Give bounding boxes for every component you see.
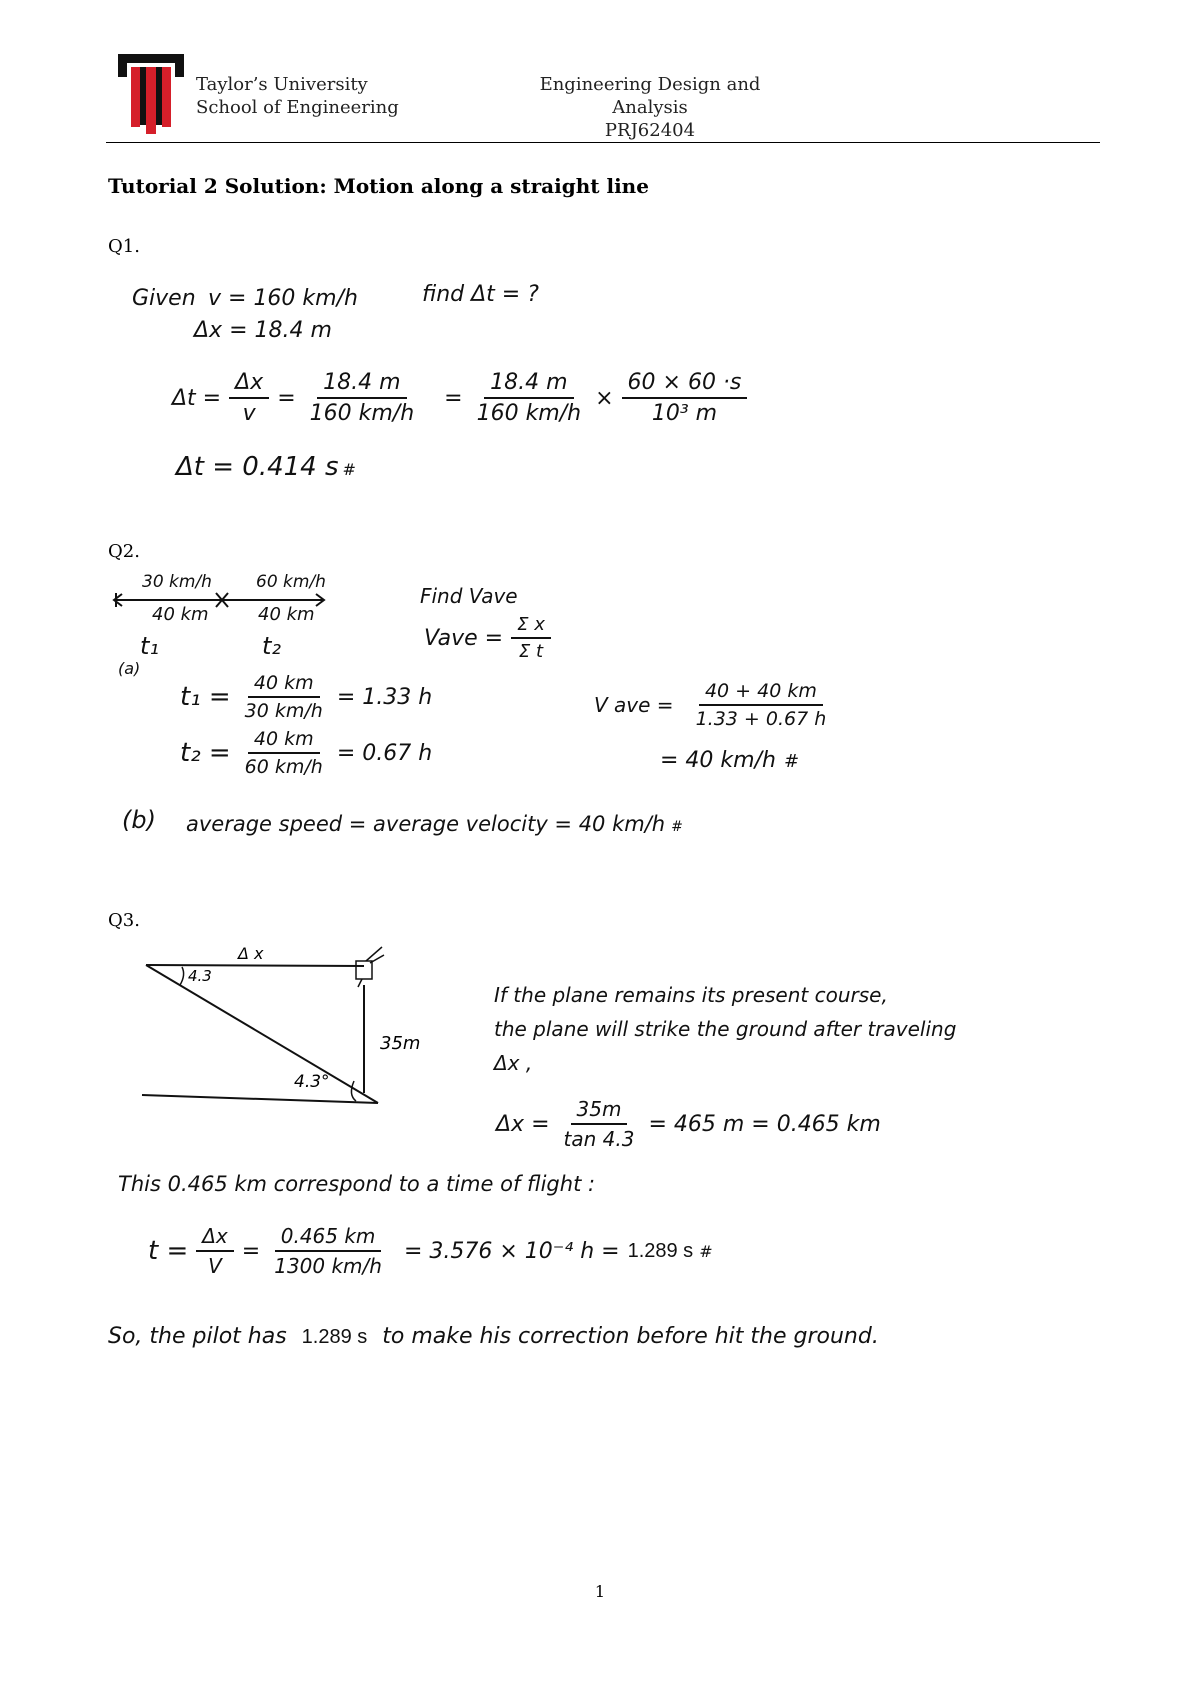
q3-expl-line1: If the plane remains its present course,	[494, 983, 888, 1007]
q3-label: Q3.	[108, 910, 140, 931]
q3-t-frac2	[268, 1224, 388, 1278]
q3-t-frac1-num: Δx	[196, 1224, 234, 1252]
q2-label: Q2.	[108, 541, 140, 562]
q2-t1-num: 40 km	[248, 672, 320, 698]
q1-displacement: Δx = 18.4 m	[194, 318, 332, 343]
q1-eq2: =	[444, 385, 463, 411]
q2-t2-equation	[180, 728, 432, 778]
q3-t-eq: =	[241, 1238, 261, 1264]
university-logo	[118, 54, 184, 134]
q2-t2-label: t₂	[262, 632, 282, 660]
q3-conclusion-end: to make his correction before hit the ground.	[382, 1324, 879, 1349]
q2-t1-label: t₁	[140, 632, 160, 660]
q3-diagram-angle-top: 4.3	[188, 967, 212, 985]
q1-frac1-num: Δx	[229, 370, 269, 399]
q3-diagram-angle-bottom: 4.3°	[294, 1072, 330, 1092]
q2-t2-num: 40 km	[248, 728, 320, 754]
q3-diagram-dx: Δ x	[238, 945, 264, 963]
q2-t2-den: 60 km/h	[244, 756, 323, 778]
q2-vave-result	[660, 748, 799, 773]
q1-equation	[172, 370, 755, 426]
q2-part-a: (a)	[118, 659, 141, 678]
q2-vave-definition	[424, 614, 559, 662]
q1-times: ×	[595, 385, 614, 411]
q1-frac3-num: 18.4 m	[484, 370, 573, 399]
q3-time-equation	[148, 1224, 713, 1278]
q1-given: Given	[132, 286, 196, 311]
q1-hash: #	[342, 460, 356, 479]
q3-t-lhs: t =	[148, 1236, 189, 1266]
q2-vave-num: 40 + 40 km	[699, 680, 823, 706]
q2-part-b: (b)	[122, 806, 156, 834]
page-number: 1	[594, 1582, 606, 1601]
q1-find: find Δt = ?	[422, 282, 539, 307]
q1-frac-values	[304, 370, 421, 426]
q2-seg2-distance: 40 km	[258, 604, 315, 625]
q3-t-frac1-den: V	[208, 1254, 222, 1278]
q3-expl-line2: the plane will strike the ground after traveling	[494, 1017, 957, 1041]
q2-t2-result: = 0.67 h	[336, 740, 433, 766]
q3-dx-frac	[558, 1097, 641, 1151]
q1-frac-values-2	[471, 370, 588, 426]
q3-t-hash: #	[699, 1241, 713, 1261]
q2-vave-den: 1.33 + 0.67 h	[695, 708, 827, 730]
q3-t-frac2-num: 0.465 km	[275, 1224, 382, 1252]
q1-frac3-den: 160 km/h	[476, 401, 582, 426]
q3-t-result-typed: 1.289 s	[627, 1239, 694, 1262]
q3-conclusion	[108, 1324, 879, 1349]
q1-frac-dx-v	[229, 370, 269, 426]
q2-vave-lhs: V ave =	[594, 693, 674, 717]
q1-frac4-num: 60 × 60 ·s	[622, 370, 748, 399]
q3-t-frac1	[196, 1224, 234, 1278]
q3-flight-diagram	[136, 945, 436, 1119]
q3-expl-line3: Δx ,	[494, 1051, 533, 1075]
q2-t2-lhs: t₂ =	[180, 738, 231, 768]
q1-frac2-den: 160 km/h	[309, 401, 415, 426]
q2-seg2-speed: 60 km/h	[256, 572, 326, 592]
q2-t1-frac	[239, 672, 329, 722]
q2-part-b-text	[186, 812, 683, 836]
q1-frac4-den: 10³ m	[651, 401, 718, 426]
q1-frac-conversion	[622, 370, 748, 426]
q3-dx-den: tan 4.3	[563, 1127, 635, 1151]
q2-vave-frac	[690, 680, 833, 730]
q2-vave-def-frac	[511, 614, 551, 662]
q1-result	[176, 452, 356, 482]
q3-t-result-hw: = 3.576 × 10⁻⁴ h =	[403, 1238, 620, 1264]
q2-t1-result: = 1.33 h	[336, 684, 433, 710]
q2-vave-result-text: = 40 km/h	[660, 748, 776, 773]
q3-dx-num: 35m	[571, 1097, 628, 1125]
q2-seg1-distance: 40 km	[152, 604, 209, 625]
q3-conclusion-start: So, the pilot has	[108, 1324, 287, 1349]
header-course: Engineering Design and Analysis	[539, 74, 761, 118]
q1-dt-lhs: Δt =	[172, 385, 222, 411]
q3-t-frac2-den: 1300 km/h	[274, 1254, 382, 1278]
header-school: School of Engineering	[196, 97, 399, 118]
q1-velocity: v = 160 km/h	[208, 286, 358, 311]
q2-t1-den: 30 km/h	[244, 700, 323, 722]
q3-conclusion-typed: 1.289 s	[301, 1326, 368, 1348]
q3-diagram-height: 35m	[380, 1033, 421, 1054]
q3-correspond-text: This 0.465 km correspond to a time of flight :	[118, 1172, 596, 1196]
q1-frac2-num: 18.4 m	[317, 370, 406, 399]
q2-find: Find Vave	[420, 584, 518, 608]
q1-frac1-den: v	[242, 401, 256, 426]
page-title: Tutorial 2 Solution: Motion along a straight line	[108, 174, 649, 198]
q2-t1-lhs: t₁ =	[180, 682, 231, 712]
header-university: Taylor’s University	[196, 74, 368, 95]
q2-vave-equation	[594, 680, 840, 730]
q2-vave-def-den: Σ t	[518, 641, 544, 662]
q2-t2-frac	[239, 728, 329, 778]
q1-result-text: Δt = 0.414 s	[176, 452, 339, 482]
q1-label: Q1.	[108, 236, 140, 257]
q3-dx-equation	[496, 1097, 881, 1151]
q2-vave-def-num: Σ x	[511, 614, 551, 639]
q3-explanation	[494, 978, 956, 1080]
q3-dx-lhs: Δx =	[496, 1111, 550, 1137]
q2-vave-hash: #	[783, 751, 800, 772]
q2-t1-equation	[180, 672, 432, 722]
q2-part-b-statement: average speed = average velocity = 40 km/h	[186, 812, 666, 836]
q2-part-b-hash: #	[671, 819, 683, 835]
q2-vave-def-lhs: Vave =	[424, 625, 504, 651]
q1-eq1: =	[277, 385, 296, 411]
q2-seg1-speed: 30 km/h	[142, 572, 212, 592]
q3-dx-result: = 465 m = 0.465 km	[648, 1111, 881, 1137]
header-rule	[106, 142, 1100, 143]
header-code: PRJ62404	[604, 120, 696, 141]
